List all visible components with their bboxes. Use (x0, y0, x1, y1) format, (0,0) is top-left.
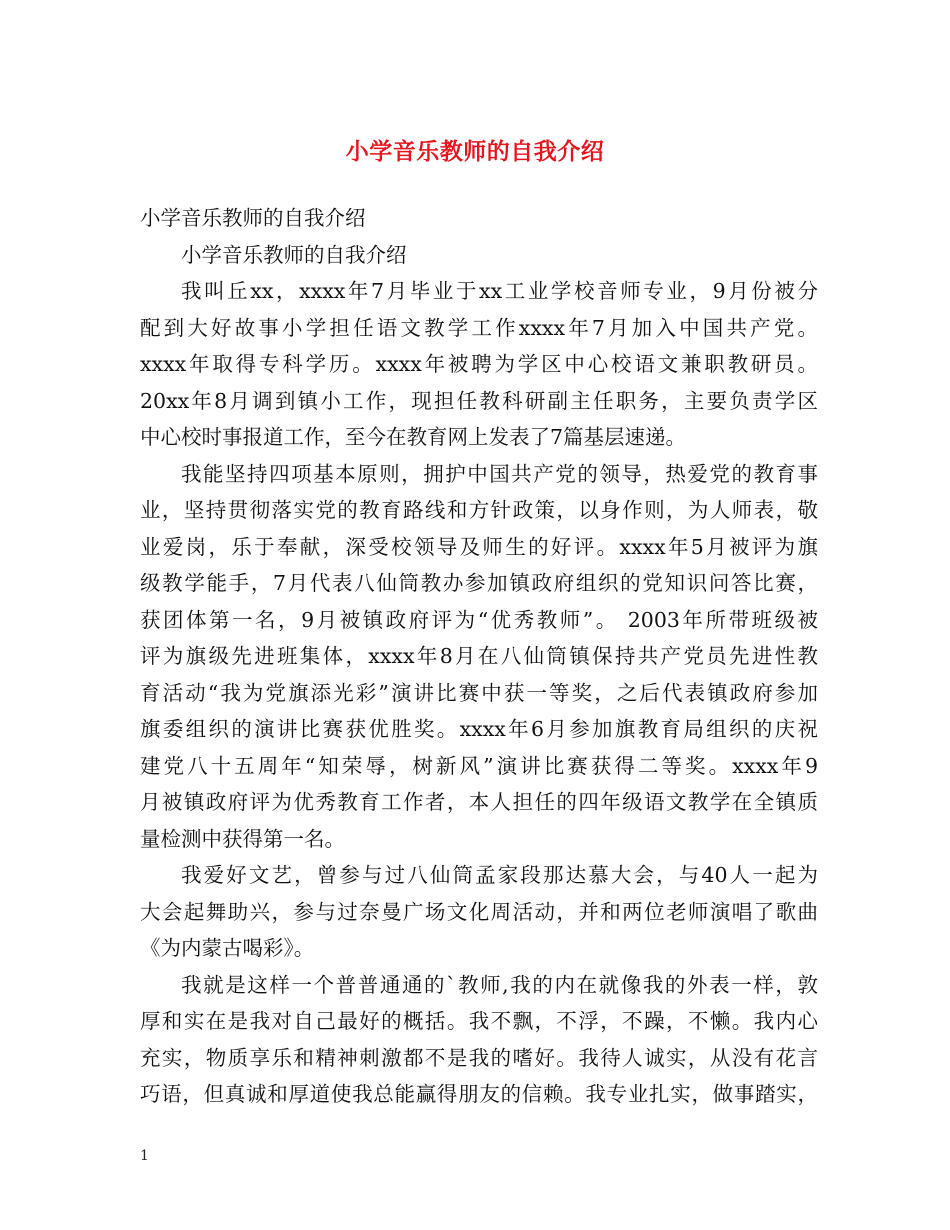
text-line: 《为内蒙古喝彩》。 (140, 936, 315, 960)
text-line: 量检测中获得第一名。 (140, 826, 345, 851)
text-line: xxxx年取得专科学历。xxxx年被聘为学区中心校语文兼职教研员。 (140, 352, 818, 376)
text-line: 建党八十五周年“知荣辱，树新风”演讲比赛获得二等奖。xxxx年9 (140, 753, 818, 778)
text-line: 巧语，但真诚和厚道使我总能赢得朋友的信赖。我专业扎实，做事踏实， (140, 1082, 818, 1106)
text-line: 厚和实在是我对自己最好的概括。我不飘，不浮，不躁，不懒。我内心 (140, 1009, 818, 1033)
text-line: 获团体第一名，9月被镇政府评为“优秀教师”。 2003年所带班级被 (140, 607, 818, 632)
text-line: 充实，物质享乐和精神刺激都不是我的嗜好。我待人诚实，从没有花言 (140, 1045, 818, 1070)
text-line: 旗委组织的演讲比赛获优胜奖。xxxx年6月参加旗教育局组织的庆祝 (140, 717, 818, 741)
text-line: 业，坚持贯彻落实党的教育路线和方针政策，以身作则，为人师表，敬 (140, 498, 818, 522)
text-line: 我能坚持四项基本原则，拥护中国共产党的领导，热爱党的教育事 (181, 461, 818, 486)
document-body (140, 200, 818, 1113)
text-line: 配到大好故事小学担任语文教学工作xxxx年7月加入中国共产党。 (140, 315, 818, 340)
text-line: 小学音乐教师的自我介绍 (140, 206, 366, 230)
text-line: 月被镇政府评为优秀教育工作者，本人担任的四年级语文教学在全镇质 (140, 790, 818, 814)
document-title: 小学音乐教师的自我介绍 (345, 138, 605, 165)
text-line: 小学音乐教师的自我介绍 (181, 242, 407, 267)
text-line: 我叫丘xx，xxxx年7月毕业于xx工业学校音师专业，9月份被分 (181, 279, 818, 303)
text-line: 大会起舞助兴，参与过奈曼广场文化周活动，并和两位老师演唱了歌曲 (140, 899, 818, 924)
text-line: 中心校时事报道工作，至今在教育网上发表了7篇基层速递。 (140, 425, 687, 449)
text-line: 业爱岗，乐于奉献，深受校领导及师生的好评。xxxx年5月被评为旗 (140, 534, 818, 559)
text-line: 我爱好文艺，曾参与过八仙筒孟家段那达慕大会，与40人一起为 (181, 863, 818, 887)
text-line: 20xx年8月调到镇小工作，现担任教科研副主任职务，主要负责学区 (140, 388, 818, 413)
text-line: 评为旗级先进班集体，xxxx年8月在八仙筒镇保持共产党员先进性教 (140, 644, 818, 668)
text-line: 我就是这样一个普普通通的`教师,我的内在就像我的外表一样，敦 (181, 972, 818, 997)
page-number: 1 (140, 1148, 149, 1164)
text-line: 级教学能手，7月代表八仙筒教办参加镇政府组织的党知识问答比赛， (140, 571, 818, 595)
text-line: 育活动“我为党旗添光彩”演讲比赛中获一等奖，之后代表镇政府参加 (140, 680, 818, 705)
